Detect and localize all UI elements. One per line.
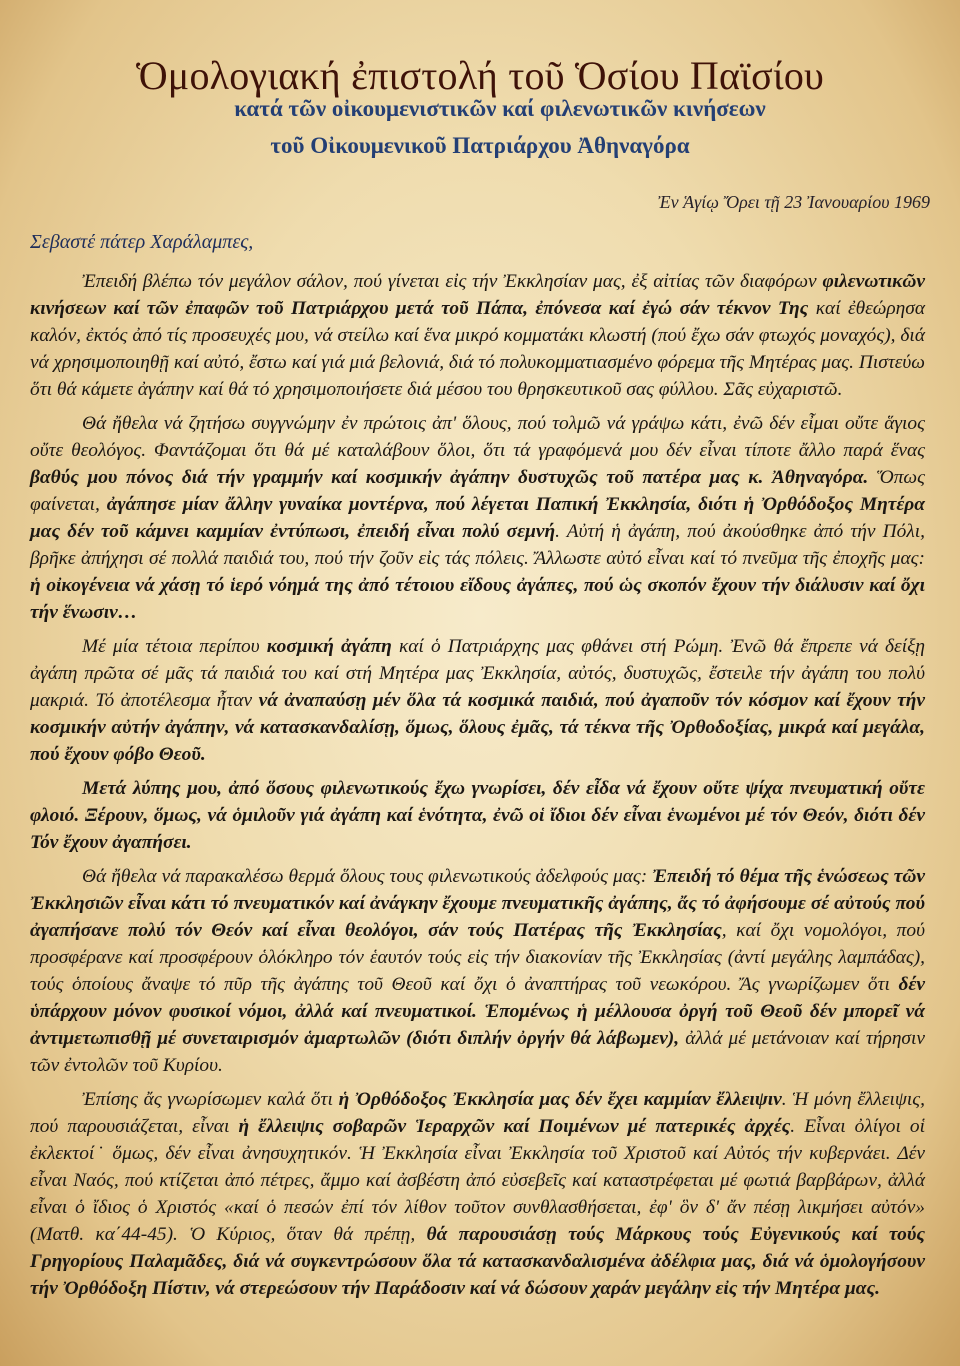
text-segment: . Εἶναι ὀλίγοι οἱ ἐκλεκτοί˙ ὅμως, δέν εἶναι ἀνησυχητικόν. Ἡ Ἐκκλησία εἶναι Ἐκκλησία τοῦ Χριστοῦ καί Αὐτός τήν κυβερνάει. Δέν εἶναι Ναός, πού κτίζεται ἀπό πέτρες, ἄμμο καί ἀσβέστη ἀπό εὐσεβεῖς καί καταστρέφεται μέ φωτιά βαρβάρων, ἀλλά εἶναι ὁ ἴδιος ὁ Χριστός «καί ὁ πεσών ἐπί τόν λίθον τοῦτον συνθλασθήσεται, ἐφ' ὃν δ' ἄν πέσῃ λικμήσει αὐτόν» (Ματθ. κα΄44-45). Ὁ Κύριος, ὅταν θά πρέπῃ,: [30, 1116, 925, 1245]
paragraph-4: [30, 775, 925, 856]
date-line: Ἐν Ἁγίῳ Ὄρει τῇ 23 Ἰανουαρίου 1969: [657, 192, 930, 212]
emphasis-segment: Ἐπειδή τό θέμα τῆς ἑνώσεως τῶν Ἐκκλησιῶν εἶναι κάτι τό πνευματικόν καί ἀνάγκην ἔχουμε πνευματικῆς ἀγάπης, ἄς τό ἀφήσουμε σέ αὐτούς πού ἀγαπήσανε πολύ τόν Θεόν καί εἶναι θεολόγοι, σάν τούς Πατέρας τῆς Ἐκκλησίας: [30, 866, 925, 941]
document-subtitle-line1: κατά τῶν οἰκουμενιστικῶν καί φιλενωτικῶν κινήσεων: [234, 96, 766, 121]
text-segment: ἀλλά μέ μετάνοιαν καί τήρησιν τῶν ἐντολῶν τοῦ Κυρίου.: [30, 1028, 925, 1076]
salutation: Σεβαστέ πάτερ Χαράλαμπες,: [30, 231, 254, 253]
text-segment: Μέ μία τέτοια περίπου: [82, 636, 267, 657]
paragraph-5: [30, 863, 925, 1079]
text-segment: Ἐπίσης ἄς γνωρίσωμεν καλά ὅτι: [82, 1089, 339, 1110]
letter-body: [30, 268, 925, 1309]
document-subtitle-line2: τοῦ Οἰκουμενικοῦ Πατριάρχου Ἀθηναγόρα: [270, 133, 690, 158]
text-segment: , καί ὄχι νομολόγοι, πού προσφέρανε καί προσφέρουν ὁλόκληρο τόν ἑαυτόν τούς εἰς τήν διακονίαν τῆς Ἐκκλησίας (ἀντί μεγάλης λαμπάδας), τούς ὁποίους ἄναψε τό πῦρ τῆς ἀγάπης τοῦ Θεοῦ καί ὄχι ὁ ἀναπτήρας τοῦ νεωκόρου. Ἄς γνωρίζωμεν ὅτι: [30, 920, 925, 995]
emphasis-segment: θά παρουσιάσῃ τούς Μάρκους τούς Εὐγενικούς καί τούς Γρηγορίους Παλαμᾶδες, διά νά συγκεντρώσουν ὅλα τά κατασκανδαλισμένα ἀδέλφια μας, διά νά ὁμολογήσουν τήν Ὀρθόδοξη Πίστιν, νά στερεώσουν τήν Παράδοσιν καί νά δώσουν χαράν μεγάλην εἰς τήν Μητέρα μας.: [30, 1224, 925, 1299]
text-segment: Ὅπως φαίνεται,: [30, 467, 925, 515]
text-segment: . Ἡ μόνη ἔλλειψις, πού παρουσιάζεται, εἶναι: [30, 1089, 925, 1137]
paragraph-2: [30, 410, 925, 626]
text-segment: καί ἐθεώρησα καλόν, ἐκτός ἀπό τίς προσευχές μου, νά στείλω καί ἕνα μικρό κομματάκι κλωστή (πού ἔχω σάν φτωχός μοναχός), διά νά χρησιμοποιηθῇ καί αὐτό, ἔστω καί γιά μιά βελονιά, διά τό πολυκομματιασμένο φόρεμα τῆς Μητέρας μας. Πιστεύω ὅτι θά κάμετε ἀγάπην καί θά τό χρησιμοποιήσετε διά μέσου του θρησκευτικοῦ σας φύλλου. Σᾶς εὐχαριστῶ.: [30, 298, 926, 400]
emphasis-segment: ἡ οἰκογένεια νά χάσῃ τό ἱερό νόημά της ἀπό τέτοιου εἴδους ἀγάπες, πού ὡς σκοπόν ἔχουν τήν διάλυσιν καί ὄχι τήν ἕνωσιν…: [30, 575, 925, 623]
text-segment: Ἐπειδή βλέπω τόν μεγάλον σάλον, πού γίνεται εἰς τήν Ἐκκλησίαν μας, ἐξ αἰτίας τῶν διαφόρων: [82, 271, 823, 292]
emphasis-segment: ἡ ἔλλειψις σοβαρῶν Ἱεραρχῶν καί Ποιμένων μέ πατερικές ἀρχές: [238, 1116, 791, 1137]
emphasis-segment: δέν ὑπάρχουν μόνον φυσικοί νόμοι, ἀλλά καί πνευματικοί. Ἑπομένως ἡ μέλλουσα ὀργή τοῦ Θεοῦ δέν μπορεῖ νά ἀντιμετωπισθῇ μέ συνεταιρισμόν ἁμαρτωλῶν (διότι διπλήν ὀργήν θά λάβωμεν),: [30, 974, 925, 1049]
document-title: Ὁμολογιακή ἐπιστολή τοῦ Ὁσίου Παϊσίου: [135, 53, 825, 98]
emphasis-segment: βαθύς μου πόνος διά τήν γραμμήν καί κοσμικήν ἀγάπην δυστυχῶς τοῦ πατέρα μας κ. Ἀθηναγόρα.: [30, 467, 869, 488]
emphasis-segment: κοσμική ἀγάπη: [266, 636, 392, 657]
text-segment: . Αὐτή ἡ ἀγάπη, πού ἀκούσθηκε ἀπό τήν Πόλι, βρῆκε ἀπήχησι σέ πολλά παιδιά του, πού τήν ζοῦν εἰς τάς πόλεις. Ἄλλωστε αὐτό εἶναι καί τό πνεῦμα τῆς ἐποχῆς μας:: [30, 521, 925, 569]
paragraph-6: [30, 1086, 925, 1302]
emphasis-segment: ἡ Ὀρθόδοξος Ἐκκλησία μας δέν ἔχει καμμίαν ἔλλειψιν: [338, 1089, 782, 1110]
emphasis-segment: φιλενωτικῶν κινήσεων καί τῶν ἐπαφῶν τοῦ Πατριάρχου μετά τοῦ Πάπα, ἐπόνεσα καί ἐγώ σάν τέκνον Της: [30, 271, 925, 319]
emphasis-segment: νά ἀναπαύσῃ μέν ὅλα τά κοσμικά παιδιά, πού ἀγαποῦν τόν κόσμον καί ἔχουν τήν κοσμικήν αὐτήν ἀγάπην, νά κατασκανδαλίσῃ, ὅμως, ὅλους ἐμᾶς, τά τέκνα τῆς Ὀρθοδοξίας, μικρά καί μεγάλα, πού ἔχουν φόβο Θεοῦ.: [30, 690, 925, 765]
text-segment: καί ὁ Πατριάρχης μας φθάνει στή Ρώμη. Ἐνῶ θά ἔπρεπε νά δείξῃ ἀγάπη πρῶτα σέ μᾶς τά παιδιά του καί στή Μητέρα μας Ἐκκλησία, αὐτός, δυστυχῶς, ἔστειλε τήν ἀγάπη του πολύ μακριά. Τό ἀποτέλεσμα ἦταν: [30, 636, 926, 711]
paragraph-3: [30, 633, 925, 768]
text-segment: Θά ἤθελα νά ζητήσω συγγνώμην ἐν πρώτοις ἀπ' ὅλους, πού τολμῶ νά γράψω κάτι, ἐνῶ δέν εἶμαι οὔτε ἅγιος οὔτε θεολόγος. Φαντάζομαι ὅτι θά μέ καταλάβουν ὅλοι, ὅτι τά γραφόμενά μου δέν εἶναι τίποτε ἄλλο παρά ἕνας: [30, 413, 925, 461]
emphasis-segment: Μετά λύπης μου, ἀπό ὅσους φιλενωτικούς ἔχω γνωρίσει, δέν εἶδα νά ἔχουν οὔτε ψίχα πνευματική οὔτε φλοιό. Ξέρουν, ὅμως, νά ὁμιλοῦν γιά ἀγάπη καί ἑνότητα, ἐνῶ οἱ ἴδιοι δέν εἶναι ἑνωμένοι μέ τόν Θεόν, διότι δέν Τόν ἔχουν ἀγαπήσει.: [30, 778, 925, 853]
paragraph-1: [30, 268, 925, 403]
emphasis-segment: ἀγάπησε μίαν ἄλλην γυναίκα μοντέρνα, πού λέγεται Παπική Ἐκκλησία, διότι ἡ Ὀρθόδοξος Μητέρα μας δέν τοῦ κάμνει καμμίαν ἐντύπωσι, ἐπειδή εἶναι πολύ σεμνή: [30, 494, 925, 542]
text-segment: Θά ἤθελα νά παρακαλέσω θερμά ὅλους τους φιλενωτικούς ἀδελφούς μας:: [82, 866, 653, 887]
